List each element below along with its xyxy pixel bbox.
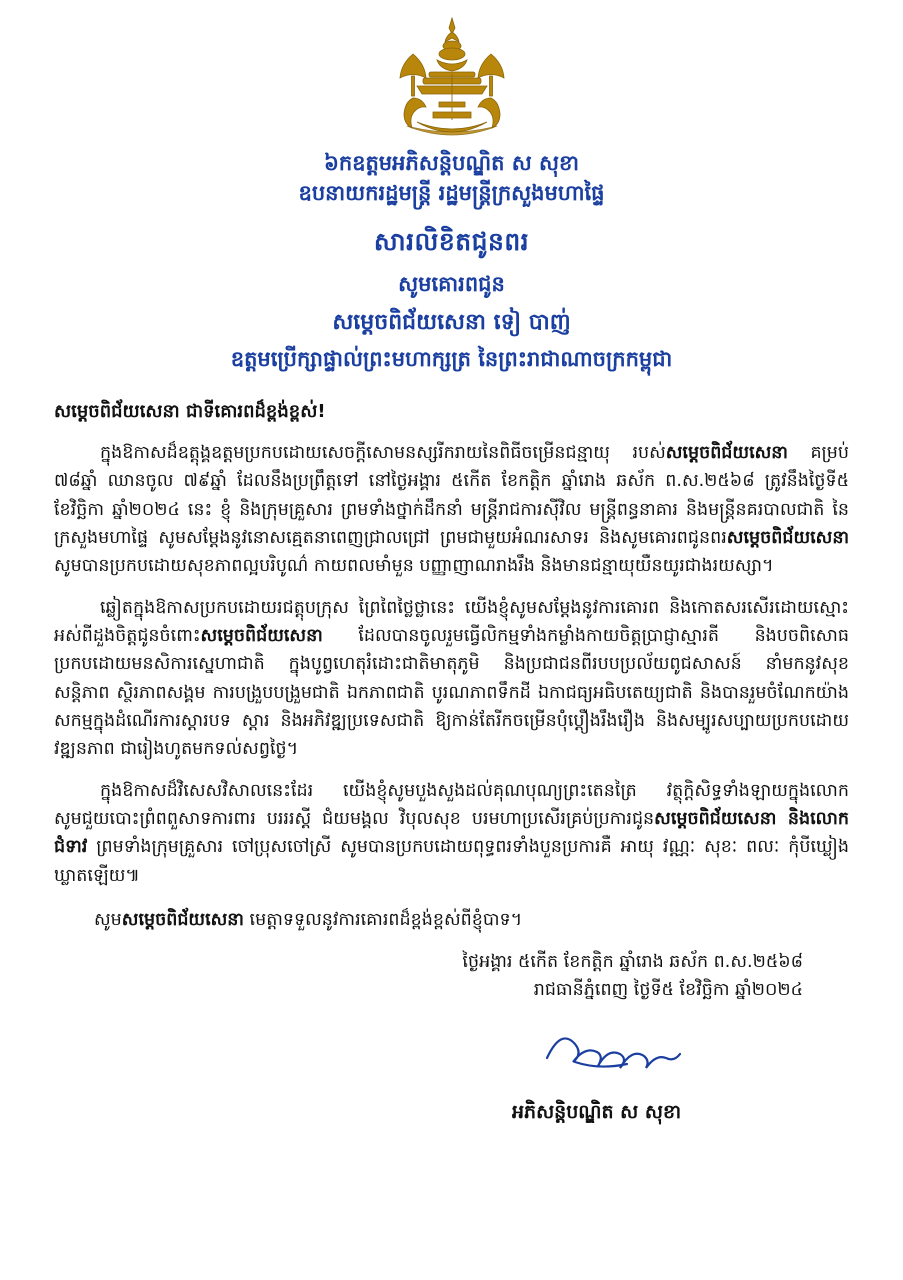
body-text: ក្នុងឱកាសដ៏ឧត្តុង្គឧត្តមប្រកបដោយសេចក្តីសោមនស្សរីករាយនៃពិធីចម្រើនជន្មាយុ របស់ xyxy=(100,442,666,463)
document-subtitle-1: សូមគោរពជូន xyxy=(398,271,505,296)
body-text: គម្រប់ ៧៨ឆ្នាំ ឈានចូល ៧៩ឆ្នាំ ដែលនឹងប្រព្រឹត្តទៅ នៅថ្ងៃអង្គារ ៥កើត ខែកត្តិក ឆ្នាំរោង ឆស័ក ព.ស.២៥៦៨ ត្រូវនឹងថ្ងៃទី៥ ខែវិច្ឆិកា ឆ្នាំ២០២៤ នេះ ខ្ញុំ និងក្រុមគ្រួសារ ព្រមទាំងថ្នាក់ដឹកនាំ មន្ត្រីរាជការស៊ីវិល មន្ត្រីពន្ធនាគារ និងមន្ត្រីនគរបាលជាតិ នៃក្រសួងមហាផ្ទៃ សូមសម្តែងនូវនោសគ្មេតនាពេញជ្រាលជ្រៅ ព្រមជាមួយអំណរសាទរ និងសូមគោរពជូនពរ xyxy=(54,442,849,548)
emphasis-text: សម្តេចពិជ័យសេនា xyxy=(121,910,244,931)
letterhead-line-1: ៦កឧត្តមអភិសន្តិបណ្ឌិត ស សុខា xyxy=(323,151,580,175)
signature-mark-icon xyxy=(539,1018,709,1078)
emphasis-text: សម្តេចពិជ័យសេនា xyxy=(726,527,849,548)
signature-area xyxy=(54,1010,849,1128)
body-text: មេត្តាទទួលនូវការគោរពដ៏ខ្ពង់ខ្ពស់ពីខ្ញុំបាទ។ xyxy=(243,910,523,931)
body-text: សូម xyxy=(94,910,122,931)
royal-arms-of-cambodia-icon xyxy=(377,16,527,142)
emblem-container xyxy=(54,0,849,142)
paragraph xyxy=(54,594,849,764)
body-paragraphs xyxy=(54,439,849,890)
emphasis-text: សម្តេចពិជ័យសេនា xyxy=(200,625,323,646)
closing-line xyxy=(54,906,849,934)
document-subtitle-3: ឧត្តមប្រេីក្សាផ្ទាល់ព្រះមហាក្សត្រ នៃព្រះរាជាណាចក្រកម្ពុជា xyxy=(230,346,673,371)
body-text: ព្រមទាំងក្រុមគ្រួសារ ចៅប្រុសចៅស្រី xyxy=(87,837,332,858)
emphasis-text: សម្តេចពិជ័យសេនា និងលោកជំទាវ xyxy=(54,809,849,858)
date-block xyxy=(54,948,849,1004)
body-text: ក្នុងឱកាសដ៏វិសេសវិសាលនេះដែរ យេីងខ្ញុំសូមបួងសួងដល់គុណបុណ្យព្រះតេនត្រៃ វត្ថុក្តិសិទ្ធទាំងឡាយក្នុងលោក សូមជួយបោះព្រំពពួសាទការពារ បរររស្ដី ជំយមង្គល វិបុលសុខ បរមហាប្រសេីរគ្រប់ប្រការជូន xyxy=(54,780,849,829)
date-line-khmer-calendar: ថ្ងៃអង្គារ ៥កើត ខែកត្តិក ឆ្នាំរោង ឆស័ក ព.ស.២៥៦៨ xyxy=(462,952,803,973)
body-text: សូមបានប្រកបដោយពុទ្ធពរទាំងបួនប្រការគឺ អាយុ វណ្ណៈ សុខៈ ពលៈ កុំបីឃ្លៀងឃ្លាតឡេីយ៕ xyxy=(54,837,849,886)
paragraph xyxy=(54,439,849,581)
signer-name-text: អភិសន្តិបណ្ឌិត ស សុខា xyxy=(511,1101,682,1124)
body-text: ដែលបានចូលរួមធ្វើលិកម្មទាំងកម្លាំងកាយចិត្តប្រាជ្ញាស្មារតី និងបចពិសោធ ប្រកបដោយមនសិការស្នេហាជាតិ ក្នុងបូព្វហេតុរំដោះជាតិមាតុភូមិ និងប្រជាជនពីរបបប្រល័យពូជសាសន៍ នាំមកនូវសុខសន្តិភាព ស្ថិរភាពសង្គម ការបង្រួបបង្រួមជាតិ ឯកភាពជាតិ បូរណភាពទឹកដី ឯកាជធ្យអធិបតេយ្យជាតិ និងបានរួមចំណែកយ៉ាងសកម្មក្នុងដំណេីរការស្តារបទ ស្តារ និងអភិវឌ្ឍប្រទេសជាតិ ឱ្យកាន់តែរីកចម្រើនប៉ុំប្ដឿងរឹងរឿង និងសម្បូរសប្បាយប្រកបដោយវឌ្ឍនភាព ជារៀងហូតមកទល់សព្វថ្ងៃ។ xyxy=(54,625,849,760)
document-title: សារលិខិតជូនពរ xyxy=(373,226,530,256)
letterhead-line-2: ឧបនាយករដ្ឋមន្ត្រី រដ្ឋមន្ត្រីក្រសួងមហាផ្ទៃ xyxy=(298,181,605,206)
date-line-gregorian: រាជធានីភ្នំពេញ ថ្ងៃទី៥ ខែវិច្ឆិកា ឆ្នាំ២០២៤ xyxy=(533,980,803,1001)
emphasis-text: សម្តេចពិជ័យសេនា xyxy=(665,442,788,463)
body-text: សូមបានប្រកបដោយសុខភាពល្អបរិបូណ៌ កាយពលមាំមួន បញ្ញាញាណរាងរឹង និងមានជន្មាយុយឺនយូរជាងរយស្សា។ xyxy=(54,556,774,577)
body-text: ឆ្លៀតក្នុងឱកាសប្រកបដោយរជត្តុបក្រុស ព្រៃពៃថ្លៃថ្លានេះ យើងខ្ញុំសូមសម្តែងនូវការគោរព និងកោតសរសេីរដោយស្មោះអស់ពីដួងចិត្តជូនចំពោះ xyxy=(54,597,849,646)
letterhead xyxy=(54,148,849,209)
paragraph xyxy=(54,777,849,890)
salutation: សម្តេចពិជ័យសេនា ជាទីគោរពដ៏ខ្ពង់ខ្ពស់! xyxy=(54,400,326,422)
document-subtitle-2: សម្តេចពិជ័យសេនា ទៀ បាញ់ xyxy=(332,309,571,335)
signer-name xyxy=(54,1100,849,1128)
